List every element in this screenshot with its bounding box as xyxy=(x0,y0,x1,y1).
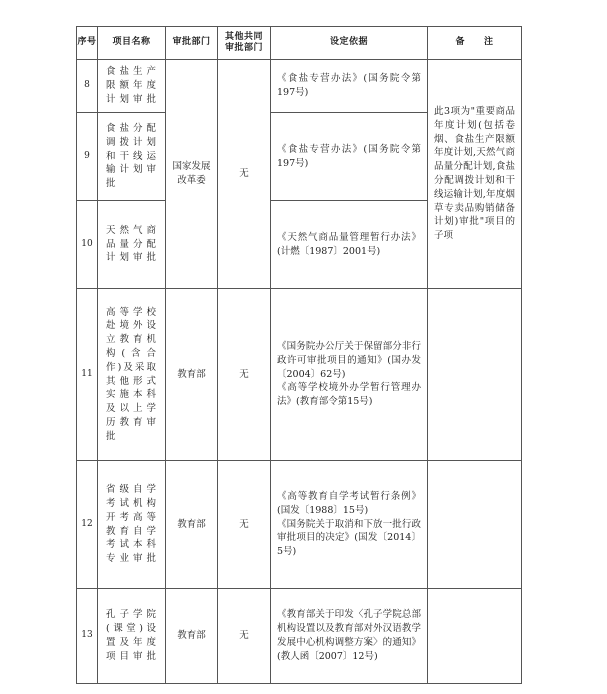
row-number: 10 xyxy=(77,201,98,289)
legal-basis: 《食盐专营办法》(国务院令第197号) xyxy=(271,60,428,113)
row-number: 9 xyxy=(77,113,98,201)
table-row xyxy=(77,589,522,684)
table-row xyxy=(77,60,522,113)
approval-dept: 教育部 xyxy=(166,589,218,684)
remark xyxy=(428,289,522,461)
table-row xyxy=(77,461,522,589)
item-name: 食盐分配调拨计划和干线运输计划审批 xyxy=(98,113,166,201)
legal-basis: 《教育部关于印发〈孔子学院总部机构设置以及教育部对外汉语教学发展中心机构调整方案〉的通知》(教人函〔2007〕12号) xyxy=(271,589,428,684)
remark xyxy=(428,589,522,684)
remark xyxy=(428,461,522,589)
item-name: 孔子学院(课堂)设置及年度项目审批 xyxy=(98,589,166,684)
approval-items-table xyxy=(76,26,522,684)
co-approval-dept: 无 xyxy=(218,589,271,684)
header-co-dept: 其他共同审批部门 xyxy=(218,27,271,60)
header-dept: 审批部门 xyxy=(166,27,218,60)
row-number: 11 xyxy=(77,289,98,461)
legal-basis: 《高等教育自学考试暂行条例》(国发〔1988〕15号) 《国务院关于取消和下放一批行政审批项目的决定》(国发〔2014〕5号) xyxy=(271,461,428,589)
co-approval-dept: 无 xyxy=(218,289,271,461)
remark: 此3项为"重要商品年度计划(包括卷烟、食盐生产限额年度计划,天然气商品量分配计划,食盐分配调拨计划和干线运输计划,年度烟草专卖品购销储备计划)审批"项目的子项 xyxy=(428,60,522,289)
legal-basis: 《天然气商品量管理暂行办法》(计燃〔1987〕2001号) xyxy=(271,201,428,289)
approval-dept: 教育部 xyxy=(166,289,218,461)
approval-dept: 教育部 xyxy=(166,461,218,589)
header-basis: 设定依据 xyxy=(271,27,428,60)
item-name: 天然气商品量分配计划审批 xyxy=(98,201,166,289)
header-name: 项目名称 xyxy=(98,27,166,60)
legal-basis: 《食盐专营办法》(国务院令第197号) xyxy=(271,113,428,201)
item-name: 省级自学考试机构开考高等教育自学考试本科专业审批 xyxy=(98,461,166,589)
row-number: 13 xyxy=(77,589,98,684)
co-approval-dept: 无 xyxy=(218,461,271,589)
item-name: 高等学校赴境外设立教育机构(含合作)及采取其他形式实施本科及以上学历教育审批 xyxy=(98,289,166,461)
legal-basis: 《国务院办公厅关于保留部分非行政许可审批项目的通知》(国办发〔2004〕62号) 《高等学校境外办学暂行管理办法》(教育部令第15号) xyxy=(271,289,428,461)
header-no: 序号 xyxy=(77,27,98,60)
row-number: 8 xyxy=(77,60,98,113)
approval-dept: 国家发展改革委 xyxy=(166,60,218,289)
co-approval-dept: 无 xyxy=(218,60,271,289)
row-number: 12 xyxy=(77,461,98,589)
table-header-row xyxy=(77,27,522,60)
header-remark: 备 注 xyxy=(428,27,522,60)
table-row xyxy=(77,289,522,461)
item-name: 食盐生产限额年度计划审批 xyxy=(98,60,166,113)
